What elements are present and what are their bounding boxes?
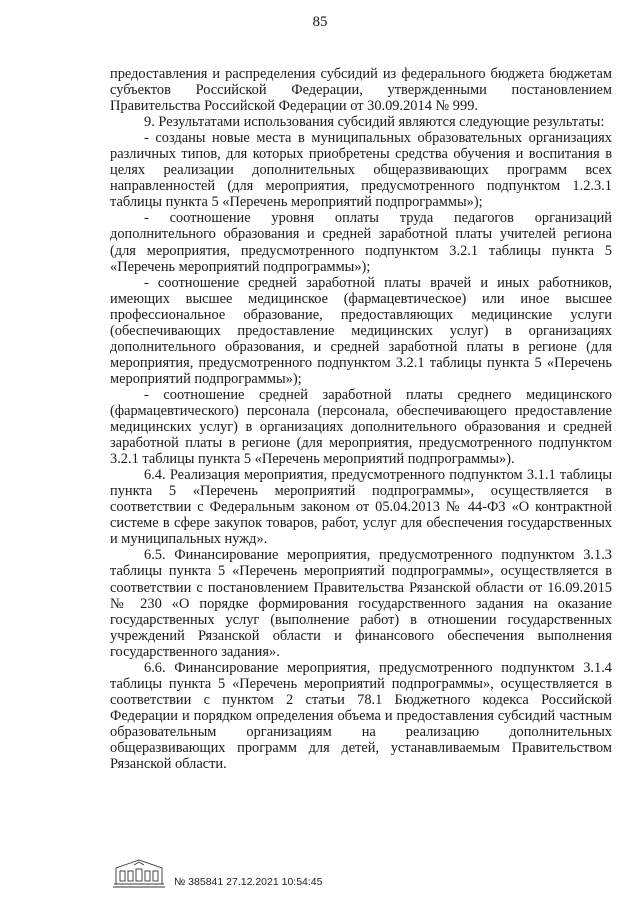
paragraph-continuation: предоставления и распределения субсидий из федерального бюджета бюджетам субъектов Российской Федерации, утвержденными постановлением Правительства Российской Федерации от 30.09.2014 № 999. — [110, 66, 612, 115]
document-registration-stamp: № 385841 27.12.2021 10:54:45 — [174, 876, 323, 888]
paragraph-result-new-places: - созданы новые места в муниципальных образовательных организациях различных типов, для которых приобретены средства обучения и воспитания в целях реализации дополнительных общеразвивающих программ всех направленностей (для мероприятия, предусмотренного подпунктом 1.2.3.1 таблицы пункта 5 «Перечень мероприятий подпрограммы»); — [110, 130, 612, 211]
paragraph-result-doctor-pay: - соотношение средней заработной платы врачей и иных работников, имеющих высшее медицинское (фармацевтическое) или иное высшее профессиональное образование, предоставляющих медицинские услуги (обеспечивающих предоставление медицинских услуг) в организациях дополнительного образования, и средней заработной платы в регионе (для мероприятия, предусмотренного подпунктом 3.2.1 таблицы пункта 5 «Перечень мероприятий подпрограммы»); — [110, 274, 612, 387]
page-number: 85 — [312, 14, 328, 30]
building-seal-icon — [112, 854, 166, 890]
paragraph-item-6-4: 6.4. Реализация мероприятия, предусмотренного подпунктом 3.1.1 таблицы пункта 5 «Перечень мероприятий подпрограммы», осуществляется в соответствии с Федеральным законом от 05.04.2013 № 44-ФЗ «О контрактной системе в сфере закупок товаров, работ, услуг для обеспечения государственных и муниципальных нужд». — [110, 467, 612, 548]
paragraph-item-6-5: 6.5. Финансирование мероприятия, предусмотренного подпунктом 3.1.3 таблицы пункта 5 «Перечень мероприятий подпрограммы», осуществляется в соответствии с постановлением Правительства Рязанской области от 16.09.2015 № 230 «О порядке формирования государственного задания на оказание государственных услуг (выполнение работ) в отношении государственных учреждений Рязанской области и финансового обеспечения выполнения государственного задания». — [110, 547, 612, 660]
paragraph-item-9: 9. Результатами использования субсидий являются следующие результаты: — [144, 114, 605, 131]
paragraph-item-6-6: 6.6. Финансирование мероприятия, предусмотренного подпунктом 3.1.4 таблицы пункта 5 «Перечень мероприятий подпрограммы», осуществляется в соответствии с пунктом 2 статьи 78.1 Бюджетного кодекса Российской Федерации и порядком определения объема и предоставления субсидий частным образовательным организациям на реализацию дополнительных общеразвивающих программ для детей, устанавливаемым Правительством Рязанской области. — [110, 659, 612, 773]
document-body — [110, 66, 612, 772]
paragraph-result-teacher-pay: - соотношение уровня оплаты труда педагогов организаций дополнительного образования и средней заработной платы учителей региона (для мероприятия, предусмотренного подпунктом 3.2.1 таблицы пункта 5 «Перечень мероприятий подпрограммы»); — [110, 210, 612, 275]
document-footer — [112, 854, 472, 894]
paragraph-result-medical-staff-pay: - соотношение средней заработной платы среднего медицинского (фармацевтического) персонала (персонала, обеспечивающего предоставление медицинских услуг) в организациях дополнительного образования и средней заработной платы в регионе (для мероприятия, предусмотренного подпунктом 3.2.1 таблицы пункта 5 «Перечень мероприятий подпрограммы»). — [110, 386, 612, 468]
